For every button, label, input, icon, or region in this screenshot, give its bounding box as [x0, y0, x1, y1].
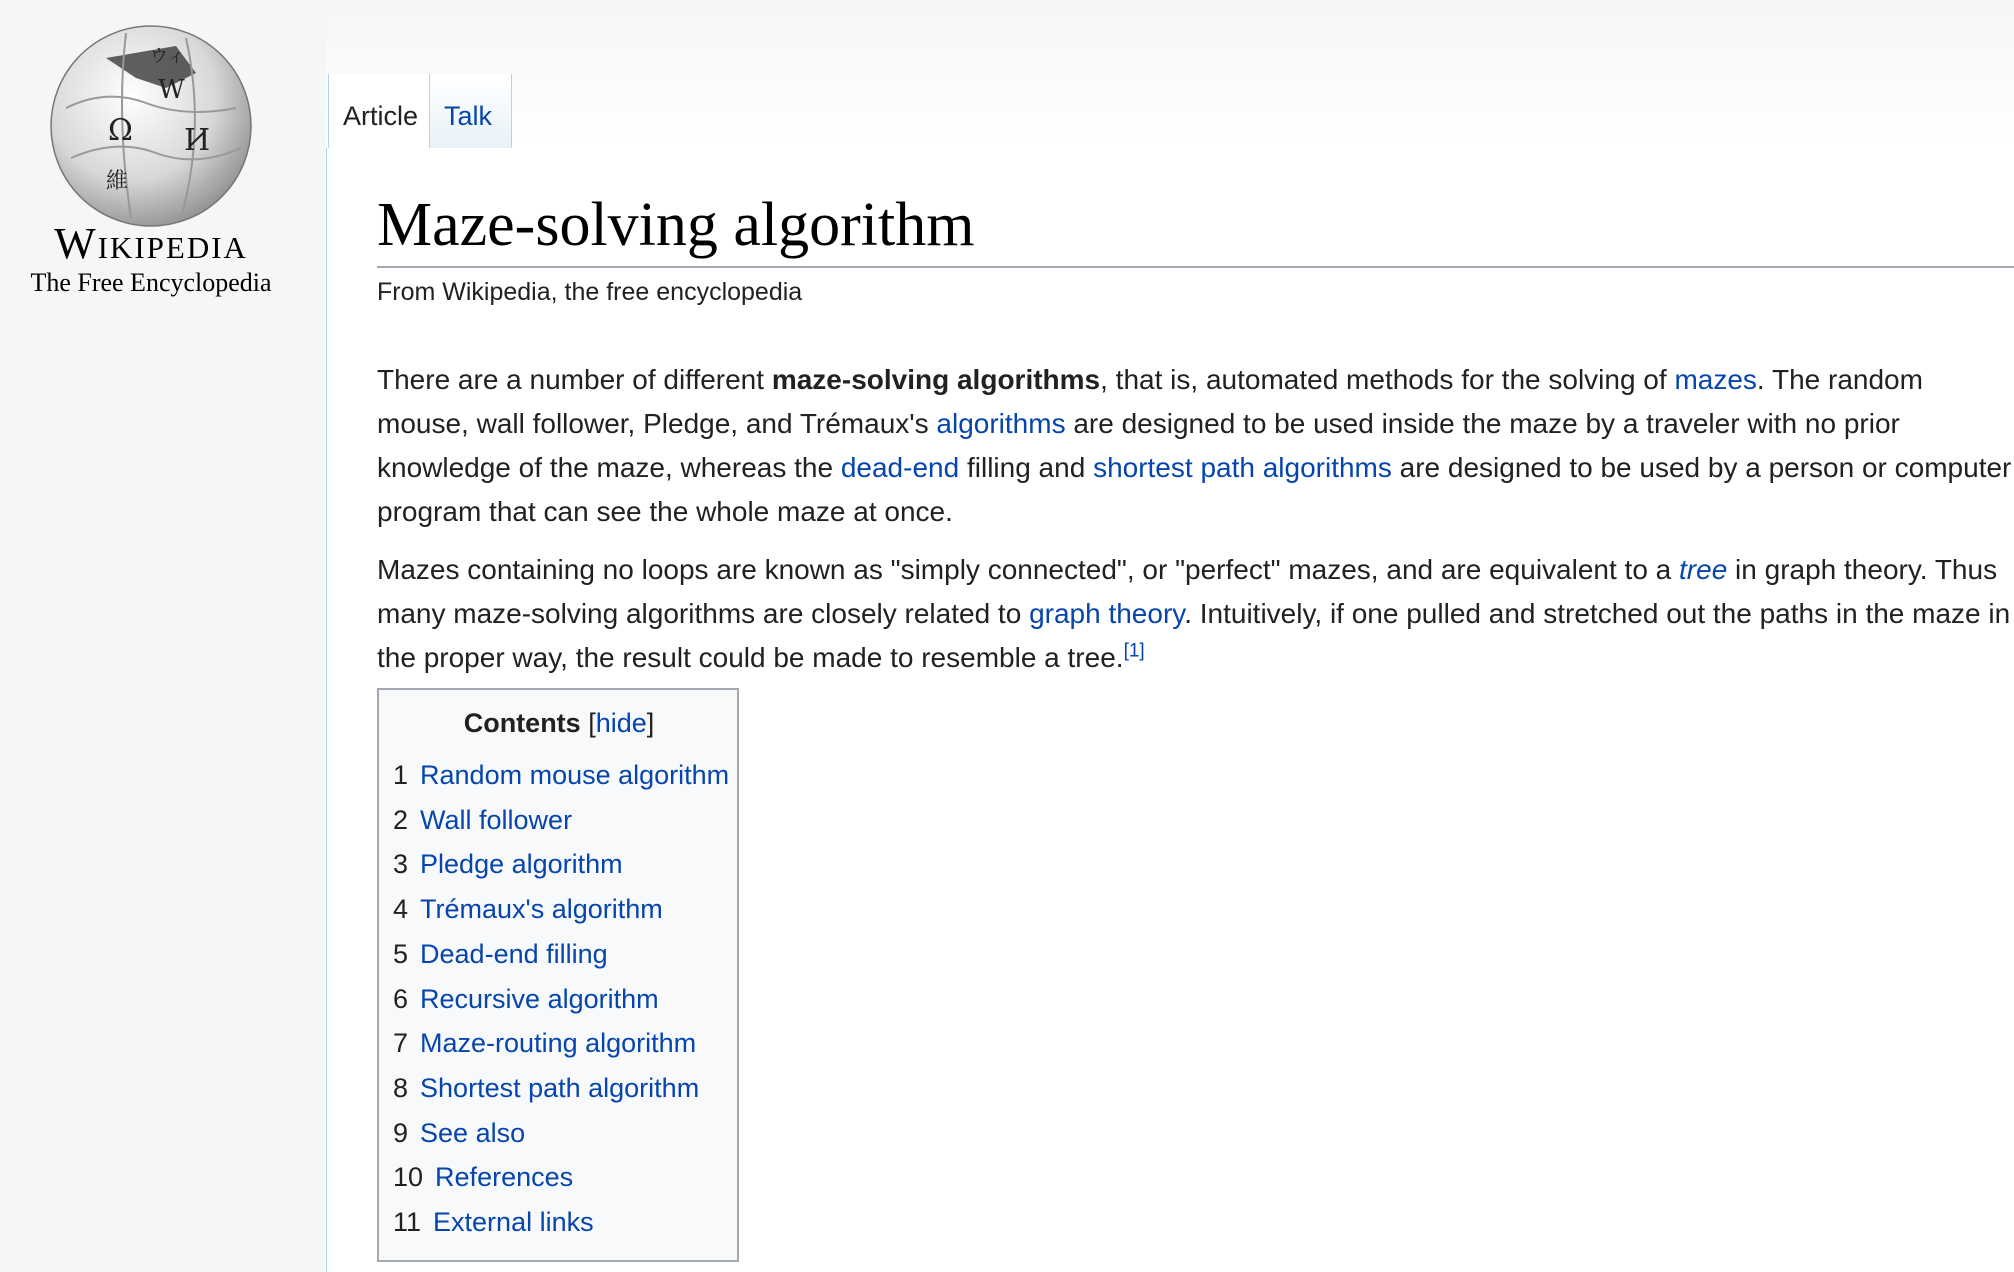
- toc-bracket: [: [588, 708, 596, 738]
- toc-item[interactable]: [393, 1066, 725, 1111]
- toc-item-link[interactable]: Shortest path algorithm: [420, 1072, 700, 1103]
- toc-item-link[interactable]: Recursive algorithm: [420, 983, 659, 1014]
- intro-paragraph-1: [377, 358, 2014, 534]
- toc-hide-toggle[interactable]: hide: [595, 708, 647, 738]
- text: . The random mouse, wall follower, Pledge, and Trémaux's: [377, 364, 1923, 439]
- toc-item[interactable]: [393, 887, 725, 932]
- toc-item[interactable]: [393, 1111, 725, 1156]
- text: , that is, automated methods for the solving of: [1100, 364, 1675, 395]
- text: are designed to be used by a person or computer program that can see the whole maze at once.: [377, 452, 2012, 527]
- toc-item-link[interactable]: See also: [420, 1117, 526, 1148]
- puzzle-globe-icon: [46, 18, 256, 228]
- tab-talk[interactable]: Talk: [430, 74, 512, 148]
- text: . Intuitively, if one pulled and stretched out the paths in the maze in the proper way, the result could be made to resemble a tree.: [377, 598, 2011, 673]
- toc-item[interactable]: [393, 1200, 725, 1245]
- page-title: Maze-solving algorithm: [377, 186, 2014, 268]
- katakana-glyph: ウィ: [150, 46, 185, 67]
- text: There are a number of different: [377, 364, 772, 395]
- toc-item[interactable]: [393, 1155, 725, 1200]
- toc-item-number: 8: [393, 1072, 409, 1103]
- toc-item-number: 6: [393, 983, 409, 1014]
- text: in graph theory. Thus many maze-solving algorithms are closely related to: [377, 554, 1998, 629]
- toc-item-number: 2: [393, 804, 409, 835]
- toc-title: [393, 708, 725, 739]
- toc-item-number: 1: [393, 760, 409, 790]
- toc-item-number: 3: [393, 849, 409, 880]
- toc-item-link[interactable]: Trémaux's algorithm: [420, 894, 663, 925]
- intro-paragraph-2: [377, 548, 2014, 680]
- italic-link-text: tree: [1679, 554, 1728, 585]
- tab-bar: [326, 0, 2014, 149]
- bold-term: maze-solving algorithms: [771, 364, 1101, 395]
- content-area: [326, 148, 2014, 1272]
- toc-bracket: ]: [646, 708, 655, 738]
- wordmark: Wikipedia: [54, 219, 248, 268]
- toc-item-link[interactable]: Pledge algorithm: [420, 849, 623, 880]
- text: filling and: [959, 452, 1094, 483]
- toc-item-link[interactable]: Dead-end filling: [420, 938, 608, 969]
- toc-heading: Contents: [463, 708, 581, 738]
- link-graph-theory[interactable]: graph theory: [1029, 598, 1185, 629]
- toc-item-link[interactable]: Random mouse algorithm: [420, 760, 730, 790]
- link-mazes[interactable]: mazes: [1674, 364, 1757, 395]
- toc-item-number: 9: [393, 1117, 409, 1148]
- link-tree[interactable]: [1679, 554, 1727, 585]
- toc-item[interactable]: [393, 842, 725, 887]
- toc-item-number: 10: [393, 1162, 424, 1193]
- text: Mazes containing no loops are known as "simply connected", or "perfect" mazes, and are equivalent to a: [377, 554, 1680, 585]
- omega-glyph: Ω: [108, 113, 133, 148]
- w-glyph: W: [158, 75, 185, 105]
- toc-item-link[interactable]: References: [435, 1162, 574, 1193]
- toc-item-link[interactable]: External links: [433, 1207, 594, 1238]
- link-dead-end[interactable]: dead-end: [840, 452, 960, 483]
- toc-item[interactable]: [393, 1021, 725, 1066]
- wikipedia-logo[interactable]: [0, 0, 326, 310]
- tagline: The Free Encyclopedia: [30, 268, 272, 297]
- text: are designed to be used inside the maze by a traveler with no prior knowledge of the maze, whereas the: [377, 408, 1900, 483]
- toc-item-link[interactable]: Maze-routing algorithm: [420, 1028, 697, 1059]
- toc-item[interactable]: [393, 753, 730, 798]
- link-shortest-path-algorithms[interactable]: shortest path algorithms: [1093, 452, 1392, 483]
- toc-item[interactable]: [393, 932, 725, 977]
- toc-item[interactable]: [393, 798, 725, 843]
- toc-item-number: 7: [393, 1028, 409, 1059]
- toc-list: [393, 753, 730, 1245]
- cyrillic-i-glyph: И: [184, 123, 211, 158]
- table-of-contents: [377, 688, 739, 1262]
- toc-item-number: 4: [393, 894, 409, 925]
- toc-item-number: 5: [393, 938, 409, 969]
- tab-article[interactable]: Article: [328, 74, 430, 149]
- chinese-glyph: 維: [106, 169, 129, 194]
- toc-item-link[interactable]: Wall follower: [420, 804, 573, 835]
- toc-item-number: 11: [393, 1207, 422, 1238]
- reference-link-1[interactable]: [1]: [1123, 640, 1145, 662]
- toc-item[interactable]: [393, 977, 725, 1022]
- link-algorithms[interactable]: algorithms: [936, 408, 1066, 439]
- site-subtitle: From Wikipedia, the free encyclopedia: [377, 278, 803, 306]
